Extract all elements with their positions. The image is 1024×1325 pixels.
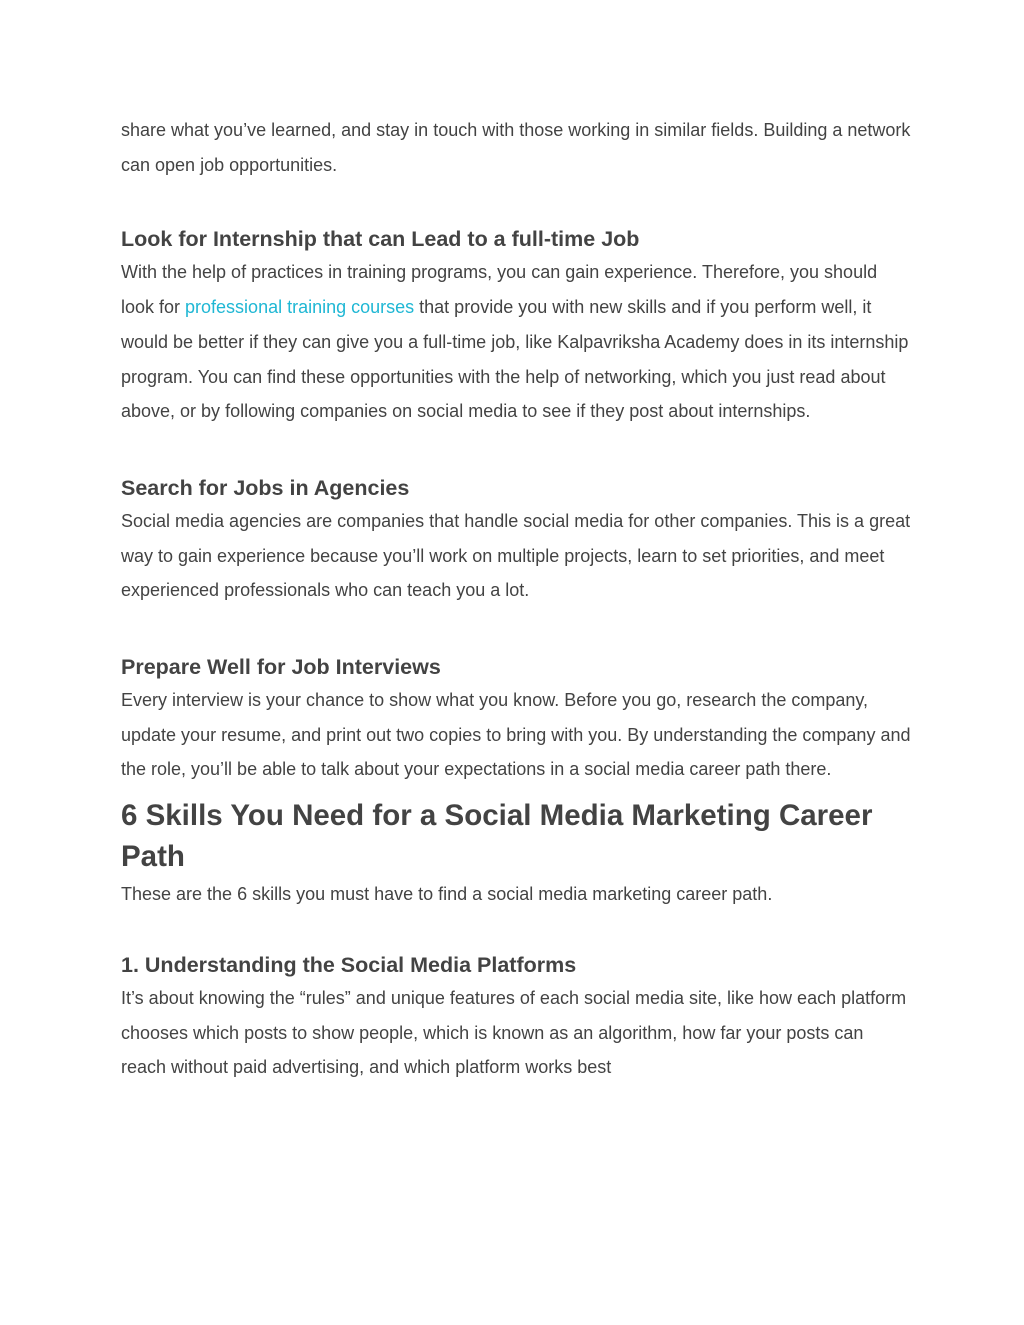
internship-heading: Look for Internship that can Lead to a full-time Job: [121, 227, 640, 252]
internship-text-before-link: With the help of practices in training programs, you can gain experience. Therefore, you should look for: [121, 262, 878, 318]
interviews-heading: Prepare Well for Job Interviews: [121, 655, 441, 680]
document-page: [121, 113, 911, 1085]
platforms-heading: 1. Understanding the Social Media Platforms: [121, 952, 577, 977]
intro-paragraph: share what you’ve learned, and stay in touch with those working in similar fields. Building a network can open job opportunities.: [121, 120, 911, 175]
skills-paragraph: These are the 6 skills you must have to find a social media marketing career path.: [121, 884, 773, 905]
agencies-paragraph: Social media agencies are companies that handle social media for other companies. This is a great way to gain experience because you’ll work on multiple projects, learn to set priorities, and meet experienced professionals who can teach you a lot.: [121, 510, 911, 601]
internship-paragraph: [121, 255, 911, 429]
skills-heading: 6 Skills You Need for a Social Media Marketing Career Path: [121, 799, 873, 874]
professional-training-courses-link[interactable]: professional training courses: [185, 297, 415, 318]
platforms-paragraph: It’s about knowing the “rules” and unique features of each social media site, like how each platform chooses which posts to show people, which is known as an algorithm, how far your posts can reach without paid advertising, and which platform works best: [121, 987, 907, 1078]
interviews-paragraph: Every interview is your chance to show what you know. Before you go, research the company, update your resume, and print out two copies to bring with you. By understanding the company and the role, you’ll be able to talk about your expectations in a social media career path there.: [121, 690, 911, 780]
internship-text-after-link: that provide you with new skills and if you perform well, it would be better if they can give you a full-time job, like Kalpavriksha Academy does in its internship program. You can find these opportunities with the help of networking, which you just read about above, or by following companies on social media to see if they post about internships.: [121, 297, 909, 422]
agencies-heading: Search for Jobs in Agencies: [121, 475, 410, 500]
